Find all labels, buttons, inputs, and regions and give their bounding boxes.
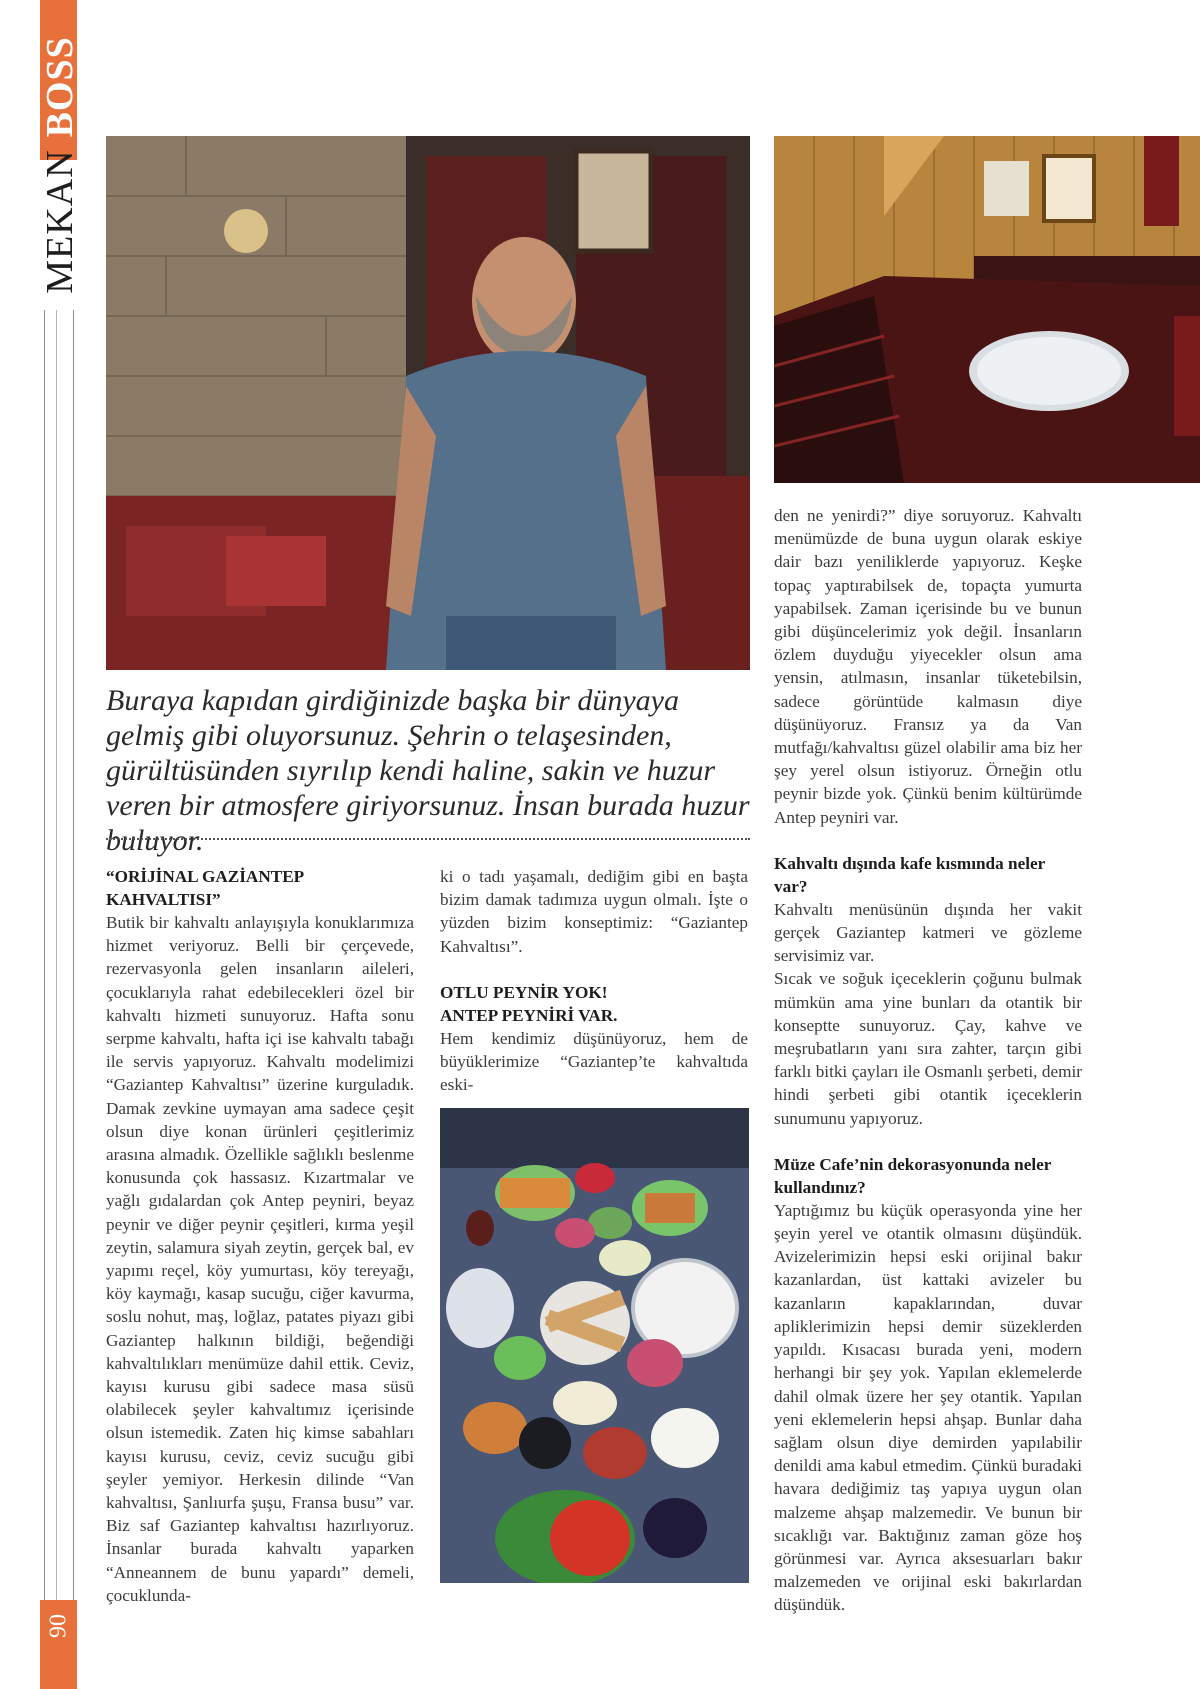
section-heading-kahvalti: “ORİJİNAL GAZİANTEP KAHVALTISI” <box>106 867 304 909</box>
section-label <box>20 36 100 294</box>
pull-quote: Buraya kapıdan girdiğinizde başka bir dünyaya gelmiş gibi oluyorsunuz. Şehrin o telaşesinden, gürültüsünden sıyrılıp kendi haline, sakin ve huzur veren bir atmosfere giriyorsunuz. İnsan burada huzur buluyor. <box>106 684 750 857</box>
body-paragraph: Yaptığımız bu küçük operasyonda yine her şeyin yerel ve otantik olmasını düşündük. Avizelerimizin hepsi eski orijinal bakır kazanlardan, üst kattaki avizeler bu kazanların kapaklarından, duvar apliklerimizin hepsi demir süzeklerden yapıldı. Kısacası burada yeni, modern herhangi bir şey yok. Yapılan eklemelerde dahil olmak üzere her şey otantik. Yapılan yeni eklemelerin hepsi ahşap. Bunlar daha sağlam olsun diye demirden yapılabilir denildi ama kabul etmedim. Çünkü buradaki havara dediğimiz taş yapıya uygun olan malzeme ahşap malzemedir. Ve bunun bir sıcaklığı var. Baktığınız zaman göze hoş görünmesi var. Ayrıca aksesuarları bakır malzemeden ve orijinal eski bakırlardan düşündük. <box>774 1200 1082 1615</box>
body-paragraph: Butik bir kahvaltı anlayışıyla konuklarımıza hizmet veriyoruz. Belli bir çerçevede, rezervasyonla gelen insanların aileleri, çocuklarıyla rahat edebilecekleri özel bir kahvaltı hizmeti sunuyoruz. Hafta sonu serpme kahvaltı, hafta içi ise kahvaltı tabağı ile servis yapıyoruz. Kahvaltı modelimizi “Gaziantep Kahvaltısı” üzerine kurguladık. Damak zevkine uymayan ama sadece çeşit olsun diye konan ürünleri çeşitlerimiz arasına almadık. Özellikle sağlıklı beslenme konusunda çok hassasız. Kızartmalar ve yağlı gıdalardan çok Antep peyniri, beyaz peynir ve diğer peynir çeşitleri, kırma yeşil zeytin, salamura siyah zeytin, gerçek bal, ev yapımı reçel, köy yumurtası, köy tereyağı, köy kaymağı, kasap sucuğu, ciğer kavurma, soslu nohut, maş, loğlaz, patates piyazı gibi Gaziantep halkının bildiği, beğendiği kahvaltılıkları menümüze dahil ettik. Ceviz, kayısı kurusu gibi sadece masa süsü olabilecek şeyler kahvaltımız içerisinde olsun istemedik. Zaten hiç kimse sabahları kayısı kurusu, ceviz, ceviz sucuğu gibi şeyler yemiyor. Herkesin dilinde “Van kahvaltısı, Şanlıurfa şuşu, Fransa busu” var. Biz saf Gaziantep kahvaltısı hazırlıyoruz. İnsanlar burada kahvaltı yaparken “Anneannem de bunu yapardı” demeli, çocuklunda- <box>106 913 414 1605</box>
section-heading-line-1: OTLU PEYNİR YOK! <box>440 982 608 1002</box>
question-heading-2: Müze Cafe’nin dekorasyonunda neler kullandınız? <box>774 1154 1052 1197</box>
article-column-3 <box>774 504 1082 1617</box>
section-name: MEKAN <box>39 149 81 294</box>
body-paragraph: ki o tadı yaşamalı, dediğim gibi en başta bizim damak tadımıza uygun olmalı. İşte o yüzden bizim konseptimiz: “Gaziantep Kahvaltısı”. <box>440 867 748 956</box>
brand-name: BOSS <box>39 36 81 138</box>
page-number-text: 90 <box>45 1614 71 1638</box>
body-paragraph: Sıcak ve soğuk içeceklerin çoğunu bulmak mümkün ama yine bunları da otantik bir konseptte sunuyoruz. Çay, kahve ve meşrubatların yanı sıra zahter, tarçın gibi farklı bitki çayları ile Osmanlı şerbeti, demir hindi şerbeti gibi otantik içeceklerin sunumunu yapıyoruz. <box>774 969 1082 1128</box>
portrait-photo <box>106 136 750 670</box>
article-column-1 <box>106 865 414 1607</box>
article-column-2 <box>440 865 748 1096</box>
sidebar-rules <box>44 310 74 1600</box>
room-photo <box>774 136 1200 483</box>
body-paragraph: Kahvaltı menüsünün dışında her vakit gerçek Gaziantep katmeri ve gözleme servisimiz var. <box>774 899 1082 966</box>
section-heading-line-2: ANTEP PEYNİRİ VAR. <box>440 1005 618 1025</box>
question-heading-1: Kahvaltı dışında kafe kısmında neler var? <box>774 853 1045 896</box>
dotted-divider <box>106 838 750 840</box>
page-number <box>40 1606 77 1646</box>
body-paragraph: Hem kendimiz düşünüyoruz, hem de büyüklerimize “Gaziantep’te kahvaltıda eski- <box>440 1028 748 1095</box>
breakfast-photo <box>440 1108 749 1583</box>
body-paragraph: den ne yenirdi?” diye soruyoruz. Kahvaltı menümüzde de buna uygun olarak eskiye dair bazı yeniliklerde yapıyoruz. Keşke topaç yaptırabilsek de, topaçta yumurta yapabilsek. Zaman içerisinde bu ve bunun gibi düşüncelerimiz yok değil. İnsanların özlem duyduğu yiyecekler olsun ama yensin, atılmasın, insanlar tüketebilsin, sadece görüntüde kalmasın diye düşünüyoruz. Fransız ya da Van mutfağı/kahvaltısı güzel olabilir ama biz her şey yerel olsun istiyoruz. Örneğin otlu peynir bizde yok. Çünkü benim kültürümde Antep peyniri var. <box>774 506 1082 827</box>
